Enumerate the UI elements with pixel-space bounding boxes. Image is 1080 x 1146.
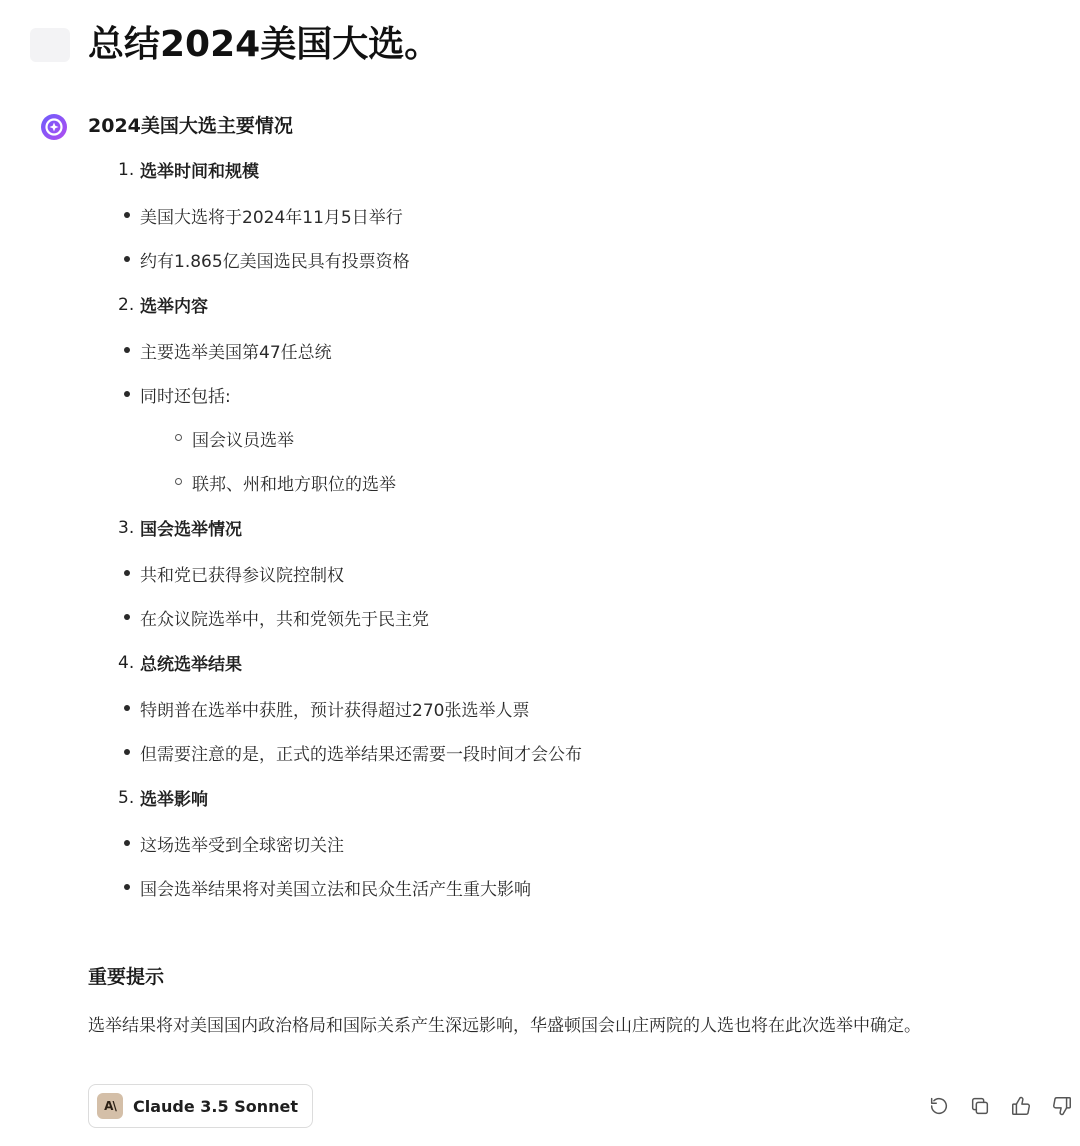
assistant-logo-icon bbox=[40, 113, 68, 141]
section-title: 国会选举情况 bbox=[140, 520, 242, 540]
refresh-icon[interactable] bbox=[927, 1094, 951, 1118]
answer-heading: 2024美国大选主要情况 bbox=[88, 115, 293, 137]
thumbs-up-icon[interactable] bbox=[1009, 1094, 1033, 1118]
list-item: 同时还包括: bbox=[88, 372, 1048, 416]
section-title: 选举时间和规模 bbox=[140, 162, 259, 182]
section-title: 选举影响 bbox=[140, 790, 208, 810]
model-name: Claude 3.5 Sonnet bbox=[133, 1096, 298, 1116]
list-item: 国会选举结果将对美国立法和民众生活产生重大影响 bbox=[88, 865, 1048, 909]
list-item: 特朗普在选举中获胜，预计获得超过270张选举人票 bbox=[88, 686, 1048, 730]
message-actions bbox=[927, 1094, 1074, 1118]
section-number: 2. bbox=[118, 294, 135, 315]
section-number: 4. bbox=[118, 652, 135, 673]
answer-body bbox=[88, 106, 1048, 909]
list-item: 这场选举受到全球密切关注 bbox=[88, 821, 1048, 865]
section-number: 5. bbox=[118, 787, 135, 808]
section-number: 3. bbox=[118, 517, 135, 538]
section-title: 总统选举结果 bbox=[140, 655, 242, 675]
page-title: 总结2024美国大选。 bbox=[88, 24, 441, 65]
model-selector-button[interactable] bbox=[88, 1084, 313, 1128]
section-number: 1. bbox=[118, 159, 135, 180]
notice-text: 选举结果将对美国国内政治格局和国际关系产生深远影响，华盛顿国会山庄两院的人选也将在此次选举中确定。 bbox=[88, 1016, 921, 1036]
section-heading bbox=[88, 281, 1048, 328]
copy-icon[interactable] bbox=[968, 1094, 992, 1118]
list-item: 在众议院选举中，共和党领先于民主党 bbox=[88, 595, 1048, 639]
list-item: 共和党已获得参议院控制权 bbox=[88, 551, 1048, 595]
section-heading bbox=[88, 146, 1048, 193]
anthropic-logo-icon: A\ bbox=[97, 1093, 123, 1119]
user-avatar bbox=[30, 28, 70, 62]
thumbs-down-icon[interactable] bbox=[1050, 1094, 1074, 1118]
section-heading bbox=[88, 639, 1048, 686]
sub-list-item: 国会议员选举 bbox=[88, 416, 1048, 460]
notice-heading: 重要提示 bbox=[88, 966, 165, 988]
list-item: 但需要注意的是，正式的选举结果还需要一段时间才会公布 bbox=[88, 730, 1048, 774]
list-item: 主要选举美国第47任总统 bbox=[88, 328, 1048, 372]
sub-list-item: 联邦、州和地方职位的选举 bbox=[88, 460, 1048, 504]
section-title: 选举内容 bbox=[140, 297, 208, 317]
section-heading bbox=[88, 504, 1048, 551]
section-heading bbox=[88, 774, 1048, 821]
list-item: 美国大选将于2024年11月5日举行 bbox=[88, 193, 1048, 237]
list-item: 约有1.865亿美国选民具有投票资格 bbox=[88, 237, 1048, 281]
